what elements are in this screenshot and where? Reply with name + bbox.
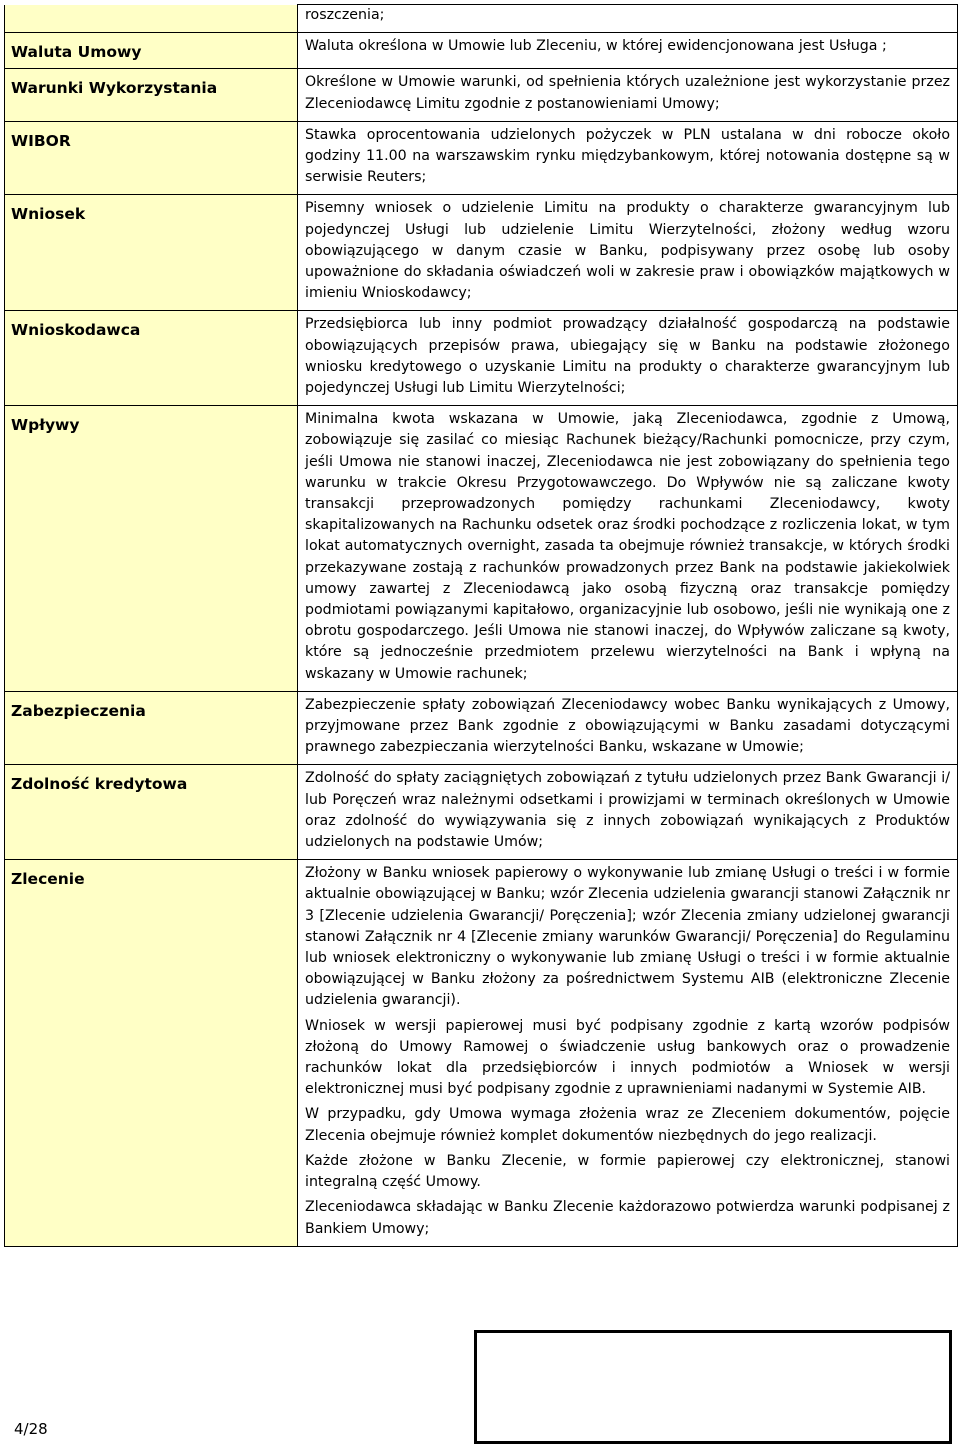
definition-text <box>298 5 958 33</box>
definition-row <box>5 406 958 692</box>
definition-paragraph: Stawka oprocentowania udzielonych pożyczek w PLN ustalana w dni robocze około godziny 11.00 na warszawskim rynku międzybankowym, której notowania dostępne są w serwisie Reuters; <box>305 126 950 186</box>
definition-text <box>298 765 958 860</box>
definition-paragraph: Określone w Umowie warunki, od spełnienia których uzależnione jest wykorzystanie przez Zleceniodawcę Limitu zgodnie z postanowieniami Umowy; <box>305 74 950 112</box>
definition-paragraph: Złożony w Banku wniosek papierowy o wykonywanie lub zmianę Usługi o treści i w formie aktualnie obowiązującej w Banku; wzór Zlecenia udzielenia gwarancji stanowi Załącznik nr 3 [Zlecenie udzielenia Gwarancji/ Poręczenia]; wzór Zlecenia zmiany udzielonej gwarancji stanowi Załącznik nr 4 [Zlecenie zmiany warunków Gwarancji/ Poręczenia] do Regulaminu lub wniosek elektroniczny o wykonywanie lub zmianę Usługi o treści i w formie aktualnie obowiązującej w Banku złożony za pośrednictwem Systemu AIB (elektroniczne Zlecenie udzielenia gwarancji). <box>305 865 950 1009</box>
definition-paragraph: roszczenia; <box>305 7 385 23</box>
definition-paragraph: Zleceniodawca składając w Banku Zlecenie każdorazowo potwierdza warunki podpisanej z Bankiem Umowy; <box>305 1199 950 1237</box>
definition-paragraph: Wniosek w wersji papierowej musi być podpisany zgodnie z kartą wzorów podpisów złożoną do Umowy Ramowej o świadczenie usług bankowych oraz o prowadzenie rachunków lokat dla przedsiębiorców i innych podmiotów a Wniosek w wersji elektronicznej musi być podpisany zgodnie z uprawnieniami nadanymi w Systemie AIB. <box>305 1017 950 1098</box>
definition-paragraph: Zdolność do spłaty zaciągniętych zobowiązań z tytułu udzielonych przez Bank Gwarancji i/ lub Poręczeń wraz należnymi odsetkami i prowizjami w terminach określonych w Umowie oraz zdolność do wywiązywania się z innych zobowiązań wynikających z Produktów udzielonych na podstawie Umów; <box>305 770 950 851</box>
definition-row <box>5 195 958 311</box>
definition-term: Zdolność kredytowa <box>5 765 298 860</box>
page-number: 4/28 <box>14 1420 48 1438</box>
definition-paragraph: Zabezpieczenie spłaty zobowiązań Zleceniodawcy wobec Banku wynikających z Umowy, przyjmowane przez Bank zgodnie z obowiązującymi w Banku zasadami dotyczącymi prawnego zabezpieczania wierzytelności Banku, wskazane w Umowie; <box>305 696 950 756</box>
stamp-box <box>474 1330 952 1444</box>
definition-paragraph: Waluta określona w Umowie lub Zleceniu, w której ewidencjonowana jest Usługa ; <box>305 38 887 55</box>
definition-term: Wniosek <box>5 195 298 311</box>
definition-text <box>298 691 958 765</box>
definition-row <box>5 765 958 860</box>
definition-text <box>298 33 958 69</box>
definition-term: Zlecenie <box>5 860 298 1246</box>
definition-term <box>5 5 298 33</box>
definition-text <box>298 121 958 195</box>
definition-text <box>298 311 958 406</box>
definition-text <box>298 860 958 1246</box>
definition-text <box>298 195 958 311</box>
definition-paragraph: Pisemny wniosek o udzielenie Limitu na produkty o charakterze gwarancyjnym lub pojedynczej Usługi lub udzielenie Limitu Wierzytelności, złożony według wzoru obowiązującego w danym czasie w Banku, podpisywany przez osobę lub osoby upoważnione do składania oświadczeń woli w zakresie praw i obowiązków majątkowych w imieniu Wnioskodawcy; <box>305 200 950 302</box>
definition-term: Zabezpieczenia <box>5 691 298 765</box>
definition-term: Waluta Umowy <box>5 33 298 69</box>
definition-row <box>5 691 958 765</box>
definition-paragraph: W przypadku, gdy Umowa wymaga złożenia wraz ze Zleceniem dokumentów, pojęcie Zlecenia obejmuje również komplet dokumentów niezbędnych do jego realizacji. <box>305 1106 950 1144</box>
definition-term: Wpływy <box>5 406 298 692</box>
definition-row <box>5 311 958 406</box>
definition-paragraph: Przedsiębiorca lub inny podmiot prowadzący działalność gospodarczą na podstawie obowiązujących przepisów prawa, ubiegający się w Banku na podstawie złożonego wniosku kredytowego o uzyskanie Limitu na produkty o charakterze gwarancyjnym lub pojedynczej Usługi lub Limitu Wierzytelności; <box>305 316 950 396</box>
definition-text <box>298 69 958 121</box>
definition-row <box>5 121 958 195</box>
definition-row <box>5 5 958 33</box>
definition-paragraph: Minimalna kwota wskazana w Umowie, jaką Zleceniodawca, zgodnie z Umową, zobowiązuje się zasilać co miesiąc Rachunek bieżący/Rachunki pomocnicze, przy czym, jeśli Umowa nie stanowi inaczej, Zleceniodawca nie jest zobowiązany do spełnienia tego warunku w trakcie Okresu Przygotowawczego. Do Wpływów nie są zaliczane kwoty transakcji przeprowadzonych pomiędzy rachunkami Zleceniodawcy, kwoty skapitalizowanych na Rachunku odsetek oraz środki pochodzące z rozliczenia lokat, w tym lokat automatycznych overnight, zasada ta obejmuje również transakcje, w których środki przekazywane zostają z rachunków prowadzonych przez Bank na podstawie jakiekolwiek umowy zawartej z Zleceniodawcą jako osobą fizyczną oraz transakcje pomiędzy podmiotami powiązanymi kapitałowo, organizacyjnie lub osobowo, jeśli nie wynikają one z obrotu gospodarczego. Jeśli Umowa nie stanowi inaczej, do Wpływów zaliczane są kwoty, które są jednocześnie przedmiotem przelewu wierzytelności na Bank i wpłyną na wskazany w Umowie rachunek; <box>305 411 950 682</box>
definition-term: Wnioskodawca <box>5 311 298 406</box>
definition-paragraph: Każde złożone w Banku Zlecenie, w formie papierowej czy elektronicznej, stanowi integralną część Umowy. <box>305 1152 950 1191</box>
definition-text <box>298 406 958 692</box>
definition-row <box>5 69 958 121</box>
definition-term: WIBOR <box>5 121 298 195</box>
definition-row <box>5 33 958 69</box>
definition-term: Warunki Wykorzystania <box>5 69 298 121</box>
definition-row <box>5 860 958 1246</box>
definitions-table <box>4 4 958 1247</box>
